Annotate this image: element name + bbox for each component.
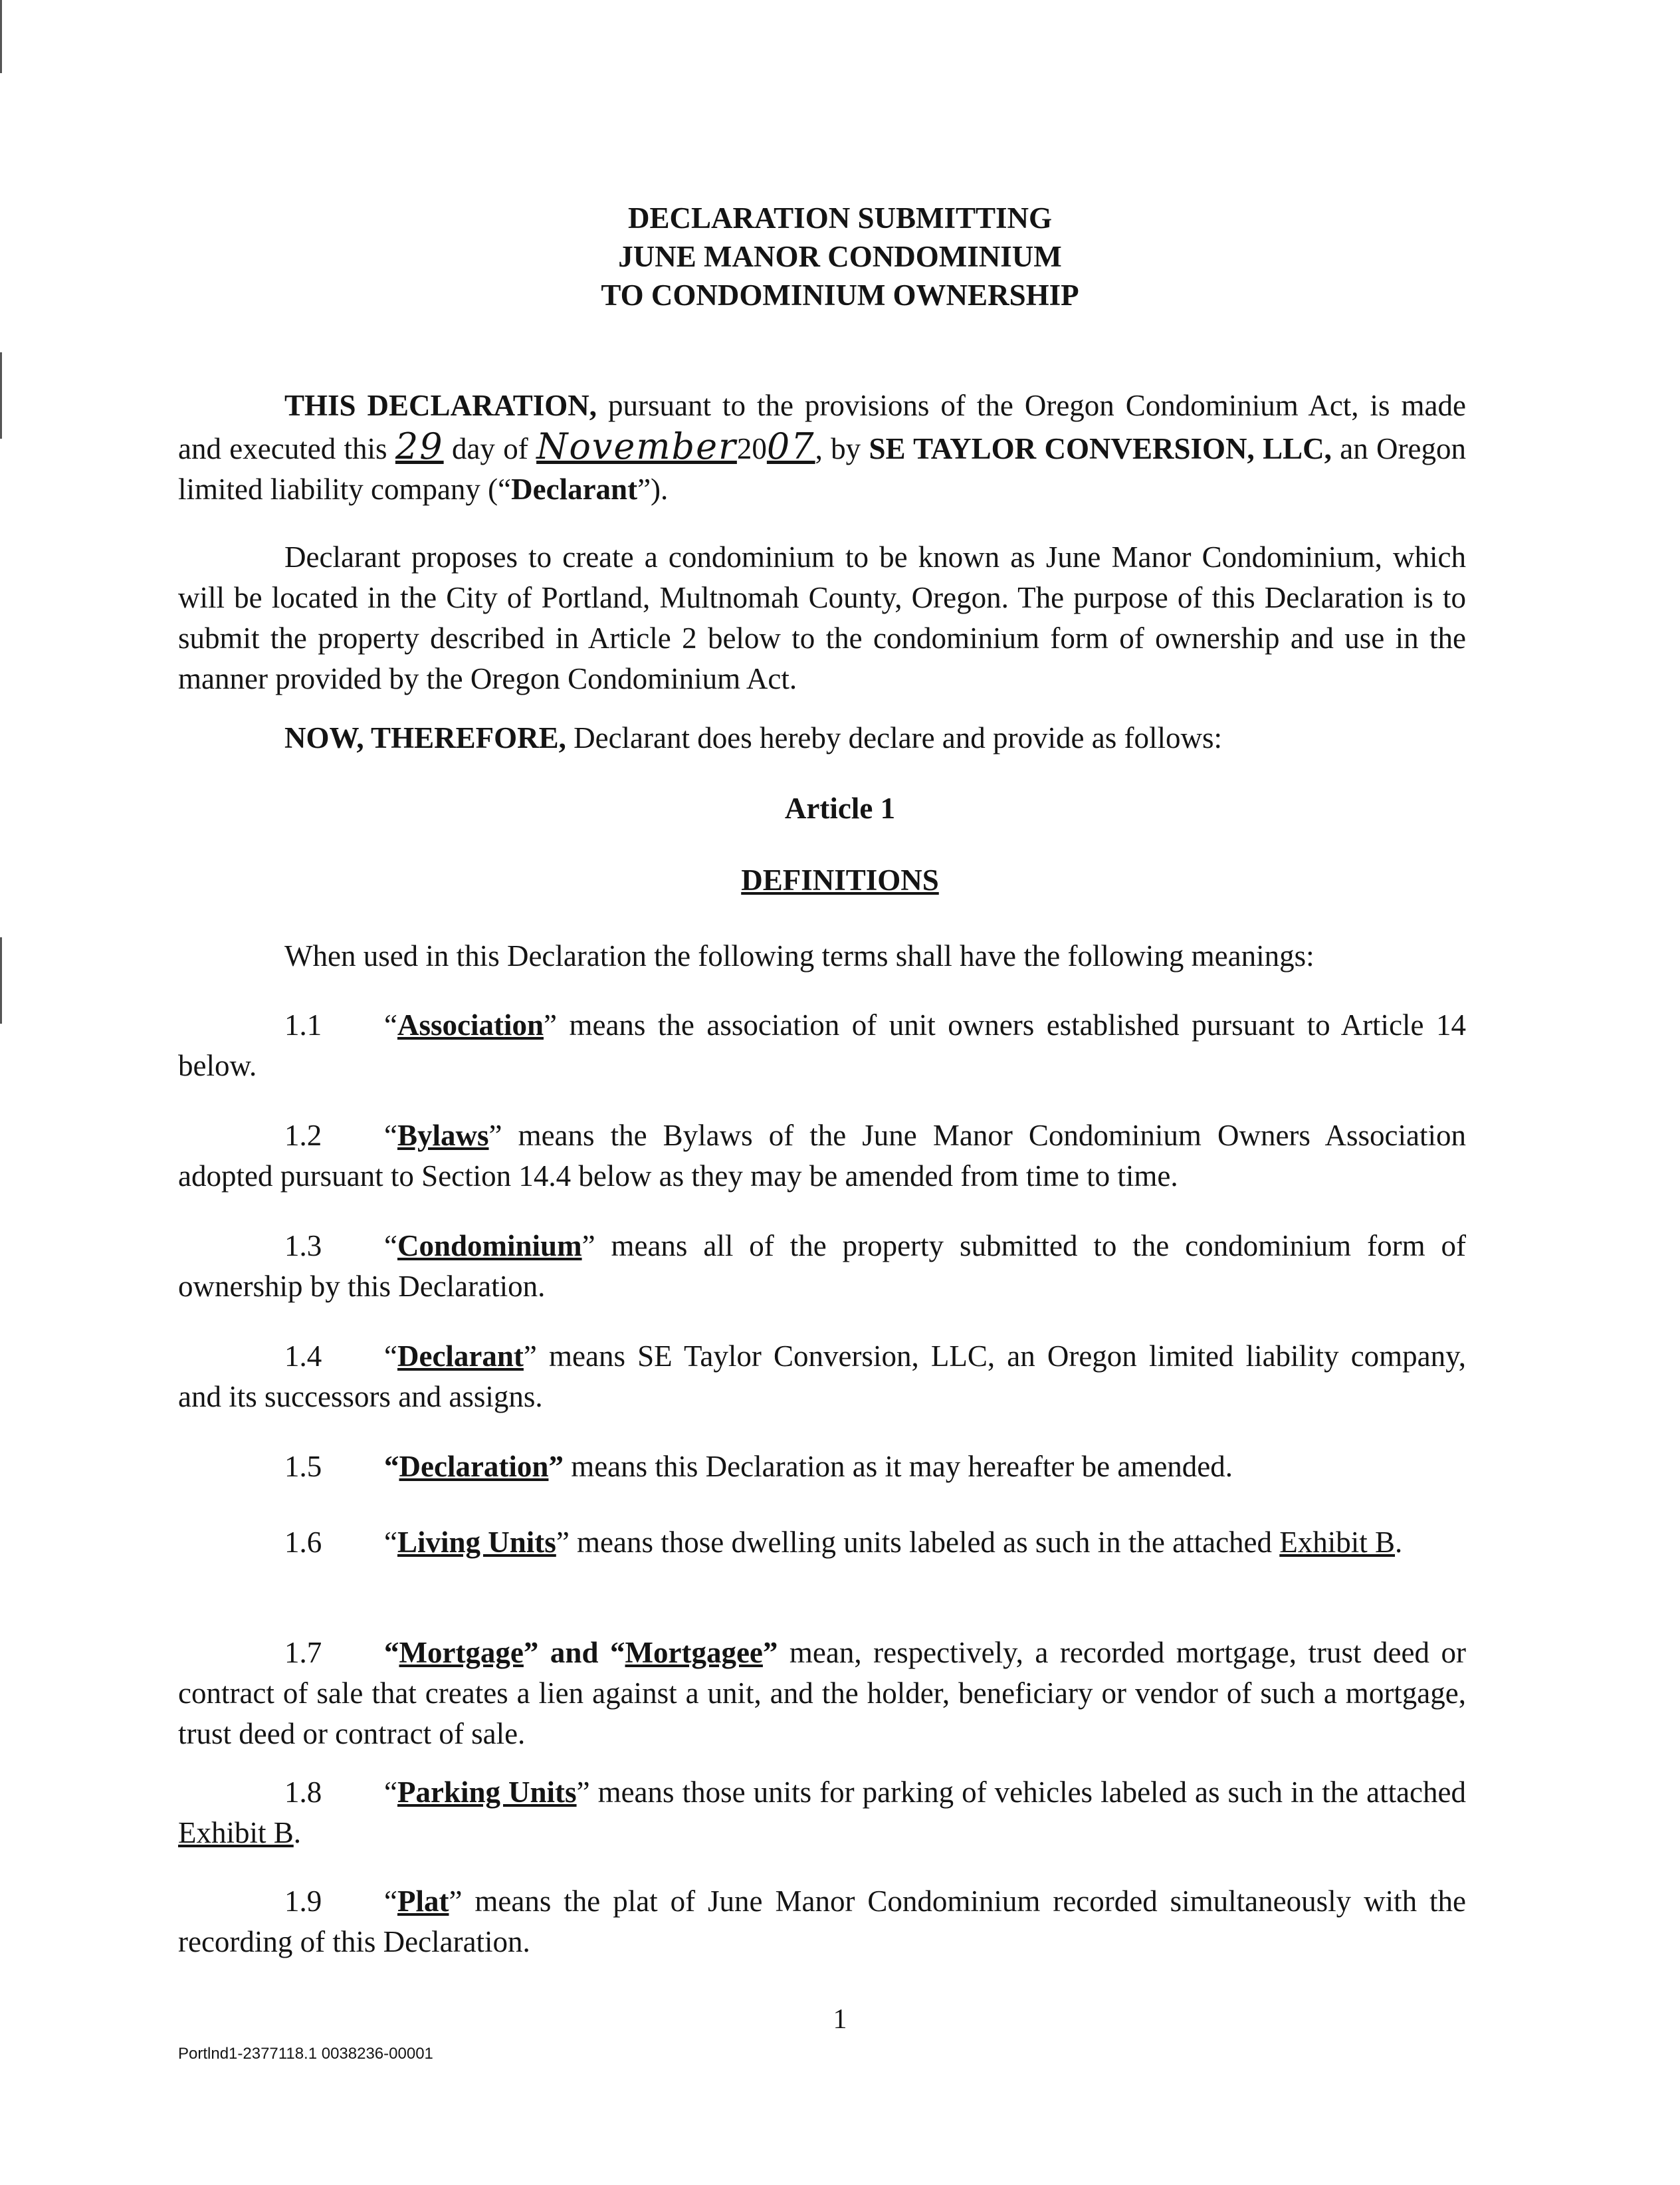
document-title-line-2: JUNE MANOR CONDOMINIUM <box>618 240 1062 273</box>
document-footer-id: Portlnd1-2377118.1 0038236-00001 <box>178 2045 433 2063</box>
scan-edge-mark <box>0 0 2 73</box>
handwritten-day: 29 <box>395 425 444 467</box>
document-title-line-1: DECLARATION SUBMITTING <box>627 201 1053 235</box>
definition-1-2: 1.2 “Bylaws” means the Bylaws of the June Manor Condominium Owners Association adopted pursuant to Section 14.4 below as they may be amended from time to time. <box>178 1119 1466 1193</box>
definition-1-5: 1.5 “Declaration” means this Declaration as it may hereafter be amended. <box>284 1450 1233 1483</box>
definition-1-8: 1.8 “Parking Units” means those units for parking of vehicles labeled as such in the attached Exhibit B. <box>178 1776 1466 1849</box>
article-label: Article 1 <box>784 792 896 825</box>
intro-paragraph: THIS DECLARATION, pursuant to the provisions of the Oregon Condominium Act, is made and executed this 29 day of November2007, by SE TAYLOR CONVERSION, LLC, an Oregon limited liability company (“Declarant”). <box>178 389 1467 506</box>
definition-1-3: 1.3 “Condominium” means all of the property submitted to the condominium form of ownership by this Declaration. <box>178 1229 1466 1303</box>
definition-1-7: 1.7 “Mortgage” and “Mortgagee” mean, respectively, a recorded mortgage, trust deed or contract of sale that creates a lien against a unit, and the holder, beneficiary or vendor of such a mortgage, trust deed or contract of sale. <box>178 1636 1466 1750</box>
definition-1-4: 1.4 “Declarant” means SE Taylor Conversion, LLC, an Oregon limited liability company, and its successors and assigns. <box>178 1339 1466 1413</box>
page-number: 1 <box>833 2004 847 2035</box>
definition-1-9: 1.9 “Plat” means the plat of June Manor Condominium recorded simultaneously with the recording of this Declaration. <box>178 1885 1466 1958</box>
definition-1-1: 1.1 “Association” means the association of unit owners established pursuant to Article 14 below. <box>178 1008 1466 1082</box>
definition-1-6: 1.6 “Living Units” means those dwelling units labeled as such in the attached Exhibit B. <box>284 1526 1403 1559</box>
definitions-intro: When used in this Declaration the following terms shall have the following meanings: <box>284 939 1314 973</box>
therefore-paragraph: NOW, THEREFORE, Declarant does hereby declare and provide as follows: <box>284 721 1222 754</box>
scan-edge-mark <box>0 937 2 1024</box>
purpose-paragraph: Declarant proposes to create a condominium to be known as June Manor Condominium, which will be located in the City of Portland, Multnomah County, Oregon. The purpose of this Declaration is to submit the property described in Article 2 below to the condominium form of ownership and use in the manner provided by the Oregon Condominium Act. <box>178 540 1466 695</box>
scan-edge-mark <box>0 352 2 439</box>
declarant-party: SE TAYLOR CONVERSION, LLC, <box>869 432 1332 465</box>
intro-lead: THIS DECLARATION, <box>284 389 597 422</box>
document-title-line-3: TO CONDOMINIUM OWNERSHIP <box>601 279 1079 312</box>
exhibit-b-reference: Exhibit B <box>1279 1526 1396 1559</box>
exhibit-b-reference: Exhibit B <box>178 1816 294 1849</box>
handwritten-year: 07 <box>766 425 815 467</box>
handwritten-month: November <box>536 425 737 467</box>
article-heading: DEFINITIONS <box>741 863 939 897</box>
